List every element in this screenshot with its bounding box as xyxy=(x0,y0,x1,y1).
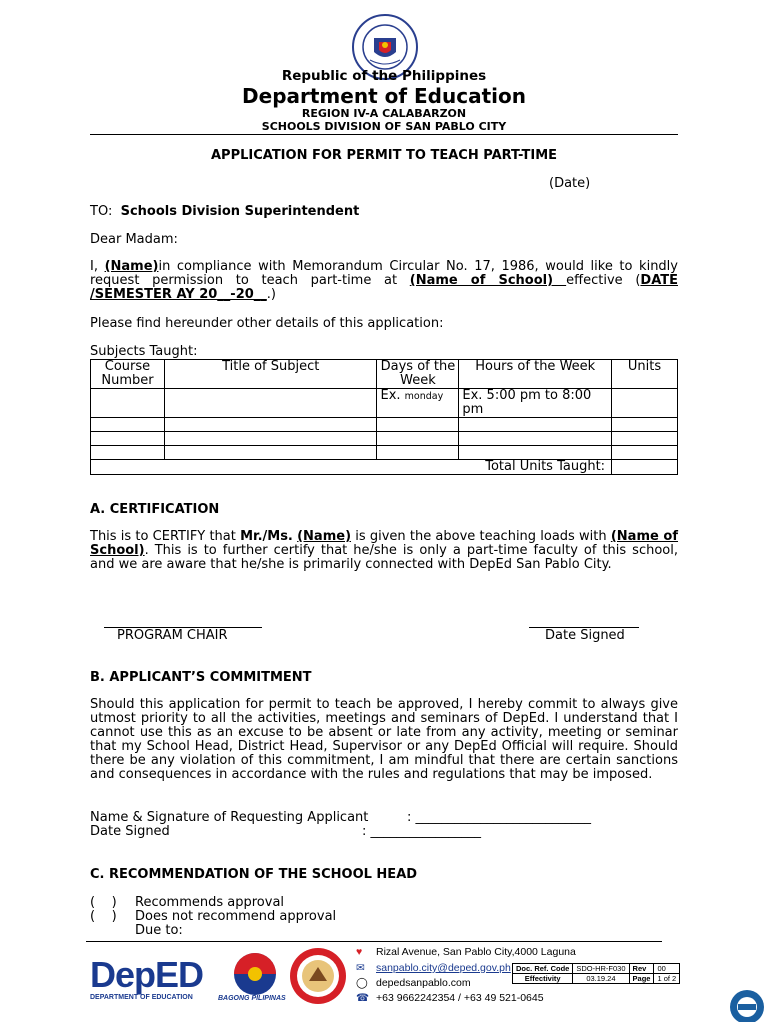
sdo-san-pablo-seal-icon xyxy=(289,947,347,1005)
intro-school: (Name of School) xyxy=(409,273,567,288)
doc-reference-table xyxy=(512,963,680,984)
to-value: Schools Division Superintendent xyxy=(120,204,360,219)
intro-date-semester: DATE /SEMESTER AY 20__-20__ xyxy=(90,273,678,302)
not-recommend-label: Does not recommend approval xyxy=(135,909,337,924)
recommend-checkbox[interactable]: ( ) xyxy=(90,895,117,910)
col-title-of-subject: Title of Subject xyxy=(164,360,377,389)
to-line xyxy=(90,204,359,219)
effectivity-label: Effectivity xyxy=(513,974,573,984)
total-units-value xyxy=(612,460,678,475)
footer-website[interactable]: depedsanpablo.com xyxy=(376,977,471,989)
recommend-approval-label: Recommends approval xyxy=(135,895,285,910)
table-row xyxy=(91,418,678,432)
intro-paragraph: I, (Name)in compliance with Memorandum Circular No. 17, 1986, would like to kindly request permission to teach part-time at (Name of School) effective (DATE /SEMESTER AY 20__-20__.) xyxy=(90,259,678,302)
applicant-date-field: : _________________ xyxy=(362,824,482,839)
subjects-table xyxy=(90,359,678,475)
col-hours-of-week: Hours of the Week xyxy=(459,360,612,389)
location-icon: ♥ xyxy=(356,946,363,958)
division-text: SCHOOLS DIVISION OF SAN PABLO CITY xyxy=(261,120,507,133)
footer-address: Rizal Avenue, San Pablo City,4000 Laguna xyxy=(376,946,576,958)
applicant-date-label: Date Signed xyxy=(90,824,170,839)
header-rule xyxy=(90,134,678,135)
salutation: Dear Madam: xyxy=(90,232,178,247)
footer-email[interactable]: sanpablo.city@deped.gov.ph xyxy=(376,962,511,974)
example-day-cell: Ex. monday xyxy=(377,389,459,418)
table-total-row xyxy=(91,460,678,475)
program-chair-label: PROGRAM CHAIR xyxy=(117,628,228,643)
to-label: TO: xyxy=(90,204,113,219)
footer-rule xyxy=(86,941,662,942)
republic-text: Republic of the Philippines xyxy=(281,68,487,84)
cert-school: (Name of School) xyxy=(90,529,679,558)
table-row xyxy=(91,389,678,418)
deped-logo xyxy=(90,956,214,1001)
footer-phone: +63 9662242354 / +63 49 521-0645 xyxy=(376,992,544,1004)
page-label: Page xyxy=(629,974,654,984)
rev-label: Rev xyxy=(629,964,654,974)
date-signed-label: Date Signed xyxy=(545,628,625,643)
department-title: Department of Education xyxy=(242,84,526,108)
applicant-signature-label: Name & Signature of Requesting Applicant xyxy=(90,810,369,825)
intro-name: (Name) xyxy=(104,259,159,274)
region-text: REGION IV-A CALABARZON xyxy=(301,107,467,120)
certification-paragraph: This is to CERTIFY that Mr./Ms. (Name) is given the above teaching loads with (Name of School). This is to further certify that he/she is only a part-time faculty of this school, and we are aware that he/she is primarily connected with DepEd San Pablo City. xyxy=(90,529,679,572)
phone-icon: ☎ xyxy=(356,992,370,1004)
table-row xyxy=(91,446,678,460)
iso-certification-icon xyxy=(728,988,766,1022)
table-row xyxy=(91,432,678,446)
deped-logo-subtitle: DEPARTMENT OF EDUCATION xyxy=(90,994,193,1001)
page-value: 1 of 2 xyxy=(654,974,680,984)
form-title: APPLICATION FOR PERMIT TO TEACH PART-TIME xyxy=(210,148,558,163)
doc-ref-value: SDO-HR-F030 xyxy=(573,964,629,974)
col-course-number: Course Number xyxy=(91,360,165,389)
total-units-label: Total Units Taught: xyxy=(91,460,612,475)
certification-heading: A. CERTIFICATION xyxy=(90,502,220,517)
deped-logo-text: DepED xyxy=(90,954,204,995)
date-placeholder: (Date) xyxy=(549,176,591,191)
commitment-paragraph: Should this application for permit to teach be approved, I hereby commit to always give utmost priority to all the activities, meetings and seminars of DepEd. I understand that I cannot use this as an excuse to be absent or late from any activity, meeting or seminar that my School Head, District Head, Supervisor or any DepEd Official will require. Should there be any violation of this commitment, I am mindful that there are certain sanctions and consequences in accordance with the rules and regulations that may be imposed. xyxy=(90,697,678,782)
recommendation-heading: C. RECOMMENDATION OF THE SCHOOL HEAD xyxy=(90,867,418,882)
commitment-heading: B. APPLICANT’S COMMITMENT xyxy=(90,670,312,685)
due-to-label: Due to: xyxy=(135,923,183,938)
email-icon: ✉ xyxy=(356,962,365,974)
details-line: Please find hereunder other details of this application: xyxy=(90,316,444,331)
bagong-pilipinas-icon xyxy=(226,952,284,996)
cert-name: (Name) xyxy=(297,529,352,544)
col-days-of-week: Days of the Week xyxy=(377,360,459,389)
table-header-row xyxy=(91,360,678,389)
example-hours-cell: Ex. 5:00 pm to 8:00 pm xyxy=(459,389,612,418)
bagong-pilipinas-text: BAGONG PILIPINAS xyxy=(218,995,286,1002)
applicant-signature-field: : ___________________________ xyxy=(407,810,592,825)
web-icon: ◯ xyxy=(356,977,368,989)
not-recommend-checkbox[interactable]: ( ) xyxy=(90,909,117,924)
col-units: Units xyxy=(612,360,678,389)
rev-value: 00 xyxy=(654,964,680,974)
subjects-label: Subjects Taught: xyxy=(90,344,198,359)
effectivity-value: 03.19.24 xyxy=(573,974,629,984)
doc-ref-label: Doc. Ref. Code xyxy=(513,964,573,974)
